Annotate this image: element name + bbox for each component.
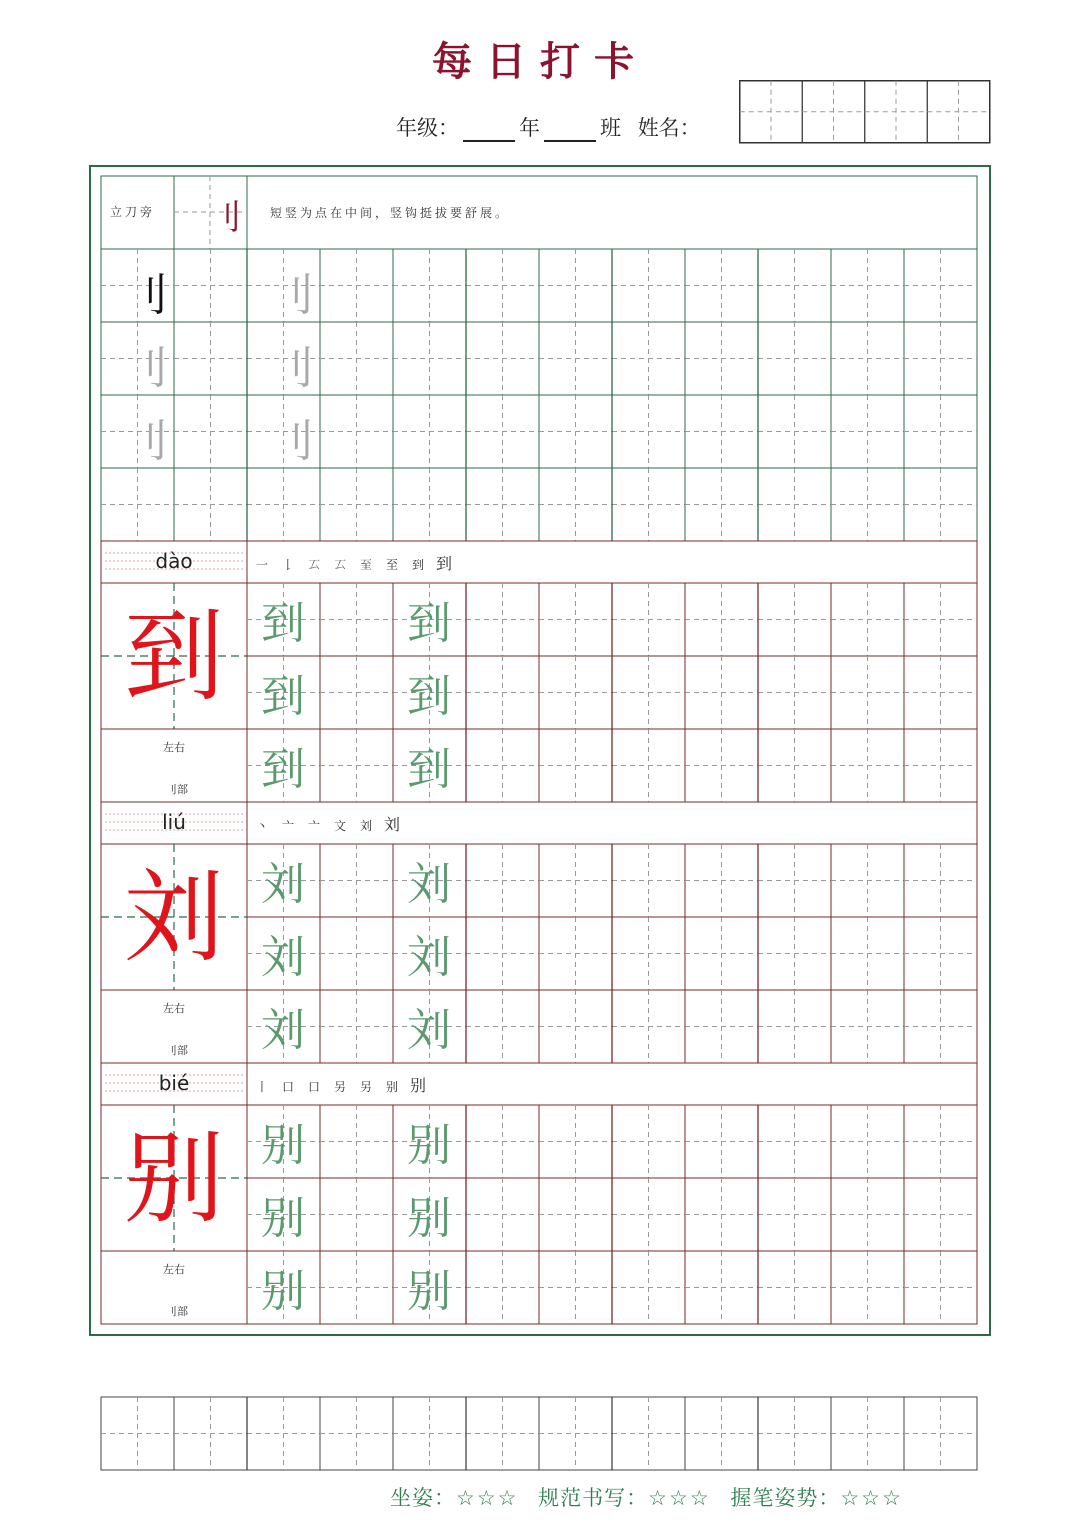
grip-stars[interactable]: ☆☆☆ [840,1486,903,1510]
stroke-order-step: 亠 [307,819,321,833]
pinyin-text: liú [162,810,186,834]
radical-trace: 刂 [125,416,169,467]
stroke-order-step: 𦤳 [359,558,373,572]
trace-character: 别 [261,1266,305,1317]
trace-character: 刘 [407,1005,451,1056]
writing-label: 规范书写： [538,1486,649,1510]
radical-trace: 刂 [271,270,315,321]
trace-character: 刘 [261,1005,305,1056]
sitting-stars[interactable]: ☆☆☆ [456,1486,519,1510]
radical-model: 刂 [125,270,169,321]
radical-label: 刂部 [166,1305,188,1318]
model-character: 别 [124,1120,224,1237]
stroke-order-step: 一 [255,558,269,572]
pinyin-text: bié [158,1071,190,1095]
trace-character: 到 [407,598,451,649]
trace-character: 别 [261,1193,305,1244]
pinyin-row [101,541,977,583]
stroke-order-step: 刘 [383,815,401,834]
structure-label: 左右 [163,1002,185,1015]
stroke-order-step: 到 [411,558,425,572]
model-character: 到 [124,598,224,715]
radical-trace: 刂 [271,416,315,467]
pinyin-text: dào [155,549,193,573]
name-label: 姓名： [637,116,701,140]
pinyin-row [101,802,977,844]
stroke-order-step: 丨 [255,1080,269,1094]
radical-tip: 短竖为点在中间，竖钩挺拔要舒展。 [270,206,511,220]
grade-label: 年级： [396,116,459,140]
stroke-order-step: 至 [385,558,399,572]
evaluation-footer [390,1482,903,1512]
trace-character: 到 [407,744,451,795]
stroke-order-step: 𠫔 [307,558,321,572]
stroke-order-step: 另 [333,1080,347,1094]
stroke-order-step: 别 [385,1080,399,1094]
radical-trace: 刂 [271,343,315,394]
radical-label: 刂部 [166,1044,188,1057]
year-label: 年 [519,116,540,140]
trace-character: 到 [261,744,305,795]
radical-name: 立刀旁 [110,205,156,219]
stroke-order-step: 到 [435,554,453,573]
stroke-order-step: 文 [333,819,347,833]
structure-label: 左右 [163,741,185,754]
stroke-order-step: 口 [307,1080,321,1094]
radical-glyph: 刂 [208,198,242,238]
stroke-order-step: 刘 [359,819,373,833]
trace-character: 刘 [261,932,305,983]
class-label: 班 [600,116,621,140]
trace-character: 别 [407,1193,451,1244]
stroke-order-step: 别 [409,1076,427,1095]
writing-stars[interactable]: ☆☆☆ [648,1486,711,1510]
stroke-order-step: 亠 [281,819,295,833]
trace-character: 刘 [407,859,451,910]
stroke-order-step: 另 [359,1080,373,1094]
sitting-label: 坐姿： [390,1486,456,1510]
page-title: 每日打卡 [432,38,648,85]
grip-label: 握笔姿势： [730,1486,841,1510]
stroke-order-step: 𠄌 [281,558,295,572]
trace-character: 刘 [407,932,451,983]
stroke-order-step: 口 [281,1080,295,1094]
trace-character: 别 [261,1120,305,1171]
structure-label: 左右 [163,1263,185,1276]
trace-character: 刘 [261,859,305,910]
stroke-order-step: 丶 [255,819,269,833]
trace-character: 到 [261,671,305,722]
trace-character: 别 [407,1120,451,1171]
pinyin-row [101,1063,977,1105]
radical-trace: 刂 [125,343,169,394]
trace-character: 到 [407,671,451,722]
radical-label: 刂部 [166,783,188,796]
trace-character: 别 [407,1266,451,1317]
model-character: 刘 [124,859,224,976]
stroke-order-step: 𠫔 [333,558,347,572]
trace-character: 到 [261,598,305,649]
